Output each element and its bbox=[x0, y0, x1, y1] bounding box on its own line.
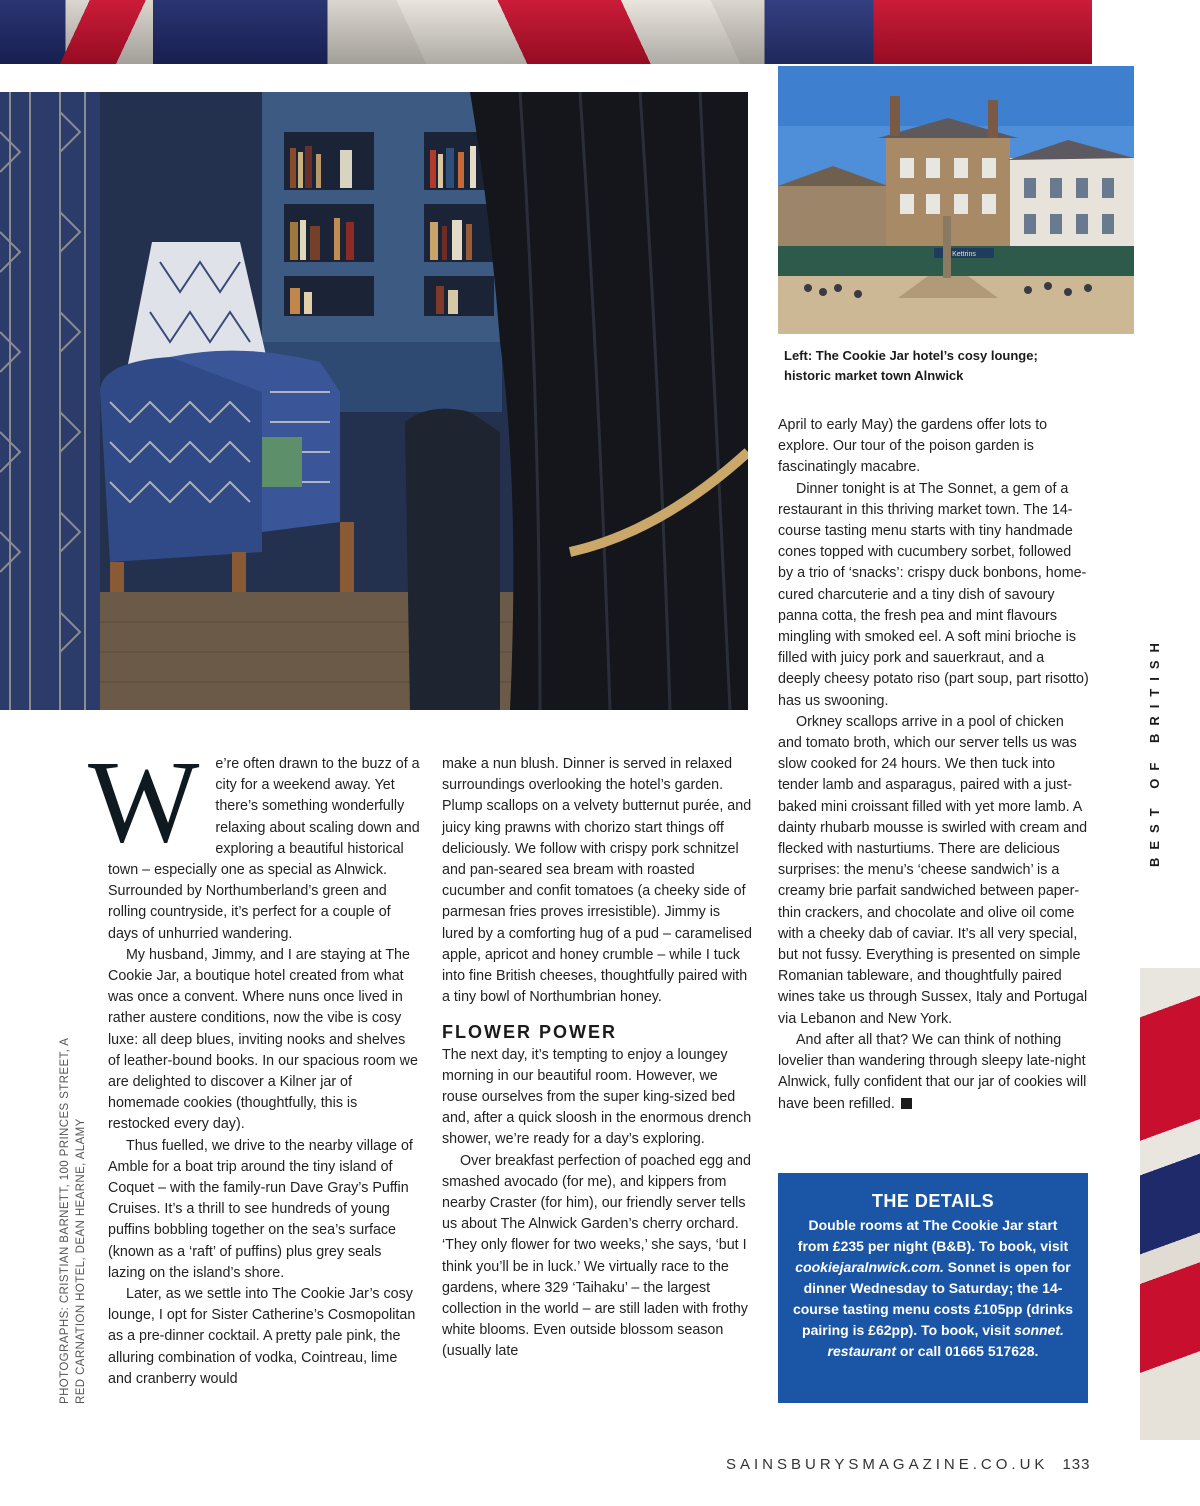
details-box bbox=[778, 1173, 1088, 1403]
section-label: BEST OF BRITISH bbox=[1147, 635, 1162, 867]
photo-credit: PHOTOGRAPHS: CRISTIAN BARNETT, 100 PRINCES STREET, A RED CARNATION HOTEL, DEAN HEARNE, ALAMY bbox=[59, 1038, 87, 1404]
details-text: Sonnet is open for dinner Wednesday to Saturday; the 14-course tasting menu costs £105pp (drinks pairing is £62pp). To book, visit bbox=[792, 1259, 1074, 1338]
union-jack-banner-top bbox=[0, 0, 1092, 64]
details-text: or call 01665 517628. bbox=[896, 1343, 1039, 1359]
details-title: THE DETAILS bbox=[871, 1191, 995, 1211]
magazine-url: SAINSBURYSMAGAZINE.CO.UK bbox=[726, 1456, 1049, 1473]
paragraph: make a nun blush. Dinner is served in relaxed surroundings overlooking the hotel’s garden. Plump scallops on a velvety butternut purée, and juicy king prawns with chorizo start things off deliciously. We follow with crispy pork schnitzel and pan-seared sea bream with roasted cucumber and confit tomatoes (a cheeky side of parmesan fries proves irresistible). Jimmy is lured by a comforting hug of a pud – caramelised apple, apricot and honey crumble – while I tuck into fine British cheeses, thoughtfully paired with a tiny bowl of Northumbrian honey. bbox=[442, 756, 752, 1006]
paragraph: And after all that? We can think of nothing lovelier than wandering through sleepy late-night Alnwick, fully confident that our jar of cookies will have been refilled. bbox=[778, 1031, 1087, 1112]
paragraph: My husband, Jimmy, and I are staying at The Cookie Jar, a boutique hotel created from what was once a convent. Where nuns once lived in rather austere conditions, now the vibe is cosy luxe: all deep blues, inviting nooks and shelves of leather-bound books. In our spacious room we are delighted to discover a Kilner jar of homemade cookies (thoughtfully, this is restocked every day). bbox=[108, 946, 418, 1133]
paragraph: Over breakfast perfection of poached egg and smashed avocado (for me), and kippers from nearby Craster (for him), our friendly server tells us about The Alnwick Garden’s cherry orchard. ‘They only flower for two weeks,’ she says, ‘but I think you’ll be in luck.’ We virtually race to the gardens, where 329 ‘Taihaku’ – the largest collection in the world – are still laden with frothy white blooms. Even outside blossom season (usually late bbox=[442, 1152, 751, 1360]
page-number: 133 bbox=[1062, 1456, 1091, 1473]
paragraph: April to early May) the gardens offer lots to explore. Our tour of the poison garden is fascinatingly macabre. bbox=[778, 417, 1048, 476]
paragraph: Later, as we settle into The Cookie Jar’s cosy lounge, I opt for Sister Catherine’s Cosmopolitan as a pre-dinner cocktail. A pretty pale pink, the alluring combination of vodka, Cointreau, lime and cranberry would bbox=[108, 1286, 416, 1387]
shop-sign: Kettrins bbox=[952, 251, 976, 258]
paragraph: Dinner tonight is at The Sonnet, a gem of a restaurant in this thriving market town. The 14-course tasting menu starts with tiny handmade cones topped with cucumbery sorbet, followed by a trio of ‘snacks’: crispy duck bonbons, home-cured charcuterie and a tiny dish of savoury panna cotta, the fresh pea and mint flavours mingling with smoked eel. A soft mini brioche is filled with juicy pork and sauerkraut, and a deeply cheesy potato riso (part soup, part risotto) has us swooning. bbox=[778, 480, 1089, 709]
hotel-link[interactable]: cookiejaralnwick.com. bbox=[795, 1259, 944, 1275]
photo-caption: Left: The Cookie Jar hotel’s cosy lounge; historic market town Alnwick bbox=[784, 348, 1038, 383]
restaurant-link[interactable]: sonnet. restaurant bbox=[827, 1322, 1064, 1359]
paragraph: Thus fuelled, we drive to the nearby village of Amble for a boat trip around the tiny island of Coquet – with the family-run Dave Gray’s Puffin Cruises. It’s a thrill to see hundreds of young puffins bobbling together on the sea’s surface (known as a ‘raft’ of puffins) plus grey seals lazing on the island’s shore. bbox=[108, 1137, 413, 1281]
article-column-2 bbox=[442, 754, 754, 1363]
details-body bbox=[792, 1215, 1074, 1362]
drop-cap: W bbox=[88, 736, 200, 867]
alnwick-town-photo bbox=[778, 66, 1134, 334]
paragraph: Orkney scallops arrive in a pool of chicken and tomato broth, which our server tells us was slow cooked for 24 hours. We then tuck into tender lamb and asparagus, paired with a just-baked mini croissant filled with yet more lamb. A dainty rhubarb mousse is swirled with cream and flecked with nasturtiums. There are delicious surprises: the menu’s ‘cheese sandwich’ is a creamy brie parfait sandwiched between paper-thin crackers, and chocolate and olive oil come with a cheeky dab of caviar. It’s all very special, but not fussy. Everything is presented on simple Romanian tableware, and thoughtfully paired wines take us through Sussex, Italy and Portugal via Lebanon and New York. bbox=[778, 713, 1088, 1027]
article-column-3 bbox=[778, 415, 1090, 1115]
end-mark-icon bbox=[901, 1098, 912, 1109]
intro-paragraph: e’re often drawn to the buzz of a city for a weekend away. Yet there’s something wonderfully relaxing about scaling down and exploring a beautiful historical town – especially one as special as Alnwick. Surrounded by Northumberland’s green and rolling countryside, it’s perfect for a couple of days of unhurried wandering. bbox=[108, 756, 420, 942]
section-subheading: FLOWER POWER bbox=[442, 1022, 617, 1043]
details-text: Double rooms at The Cookie Jar start from £235 per night (B&B). To book, visit bbox=[797, 1217, 1069, 1254]
paragraph: The next day, it’s tempting to enjoy a loungey morning in our beautiful room. However, we rouse ourselves from the super king-sized bed and, after a quick sloosh in the enormous drench shower, we’re ready for a day’s exploring. bbox=[442, 1046, 752, 1148]
union-jack-banner-right bbox=[1140, 968, 1200, 1440]
article-column-1 bbox=[88, 736, 421, 1390]
lounge-photo bbox=[0, 92, 748, 710]
page-footer bbox=[726, 1456, 1176, 1478]
